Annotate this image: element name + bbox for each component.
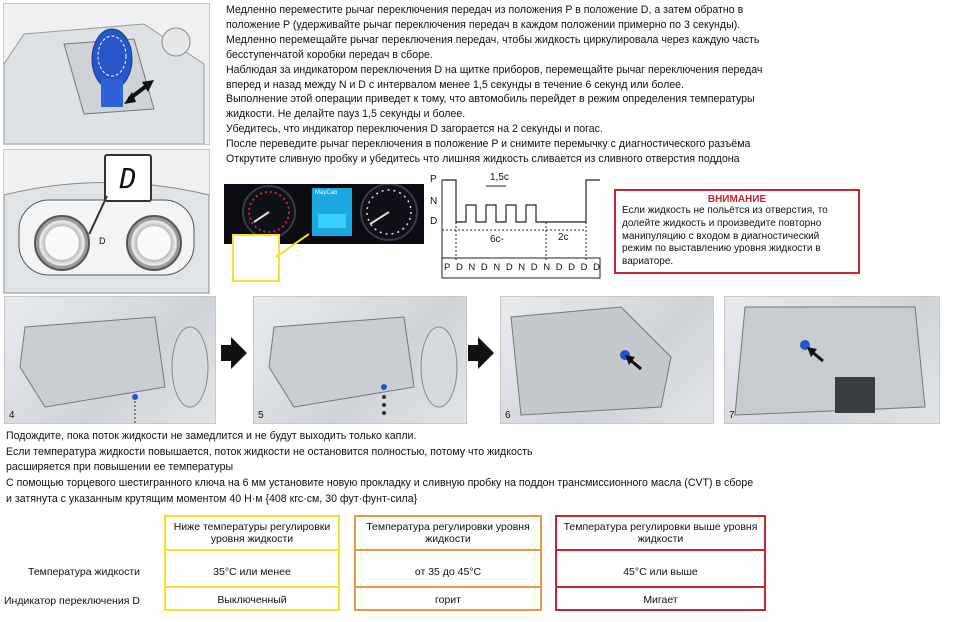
shift-sequence — [444, 262, 600, 273]
column-header: Ниже температуры регулировки уровня жидкости — [173, 521, 331, 545]
drain-instructions — [6, 429, 753, 508]
instruction-line: Если температура жидкости повышается, поток жидкости не остановится полностью, потому что жидкость — [6, 445, 533, 458]
sequence-step: D — [593, 262, 600, 273]
row-divider — [356, 586, 540, 588]
header-divider — [356, 549, 540, 551]
sequence-step: N — [468, 262, 476, 273]
figure-5-drawing — [254, 297, 466, 423]
temperature-value: 35°C или менее — [213, 566, 291, 578]
row-divider — [166, 586, 338, 588]
column-below-temp — [164, 515, 340, 611]
warning-line: Если жидкость не польётся из отверстия, то — [622, 205, 828, 216]
column-in-range-temp — [354, 515, 542, 611]
sequence-step: P — [444, 262, 451, 273]
row-divider — [557, 586, 764, 588]
axis-label-p: P — [430, 174, 437, 185]
intro-line: Убедитесь, что индикатор переключения D загорается на 2 секунды и погас. — [226, 123, 603, 136]
intro-line: После переведите рычаг переключения в положение P и снимите перемычку с диагностического разъёма — [226, 138, 751, 151]
header-divider — [166, 549, 338, 551]
intro-line: жидкости. Не делайте пауз 1,5 секунды и более. — [226, 108, 466, 121]
instruction-line: расширяется при повышении ее температуры — [6, 461, 234, 474]
sequence-step: D — [568, 262, 576, 273]
sequence-step: N — [518, 262, 526, 273]
figure-5-draining — [253, 296, 467, 424]
figure-number: 5 — [258, 410, 264, 421]
instruction-line: С помощью торцевого шестигранного ключа на 6 мм установите новую прокладку и сливную пробку на поддон трансмиссионного масла (CVT) в сборе — [6, 477, 754, 490]
figure-number: 6 — [505, 410, 511, 421]
shift-lever-illustration — [3, 3, 210, 145]
intro-line: Медленно переместите рычаг переключения передач из положения P в положение D, а затем обратно в — [226, 4, 744, 16]
gear-indicator-callout — [104, 154, 152, 202]
sequence-step: D — [580, 262, 588, 273]
indicator-state: Выключенный — [217, 594, 287, 606]
sequence-step: D — [555, 262, 563, 273]
indicator-state: Мигает — [643, 594, 678, 606]
header-divider — [557, 549, 764, 551]
intro-line: бесступенчатой коробки передач в сборе. — [226, 48, 433, 61]
right-gauge — [126, 215, 182, 271]
row-label-fluid-temp: Температура жидкости — [28, 566, 141, 578]
warning-line: режим по выставлению уровня жидкости в — [622, 243, 821, 255]
figure-number: 7 — [729, 410, 735, 421]
warning-line: манипуляцию с входом в диагностический — [622, 230, 820, 242]
interval-6s: 6с- — [490, 234, 504, 245]
axis-label-n: N — [430, 196, 438, 207]
sequence-step: N — [543, 262, 551, 273]
column-above-temp — [555, 515, 766, 611]
warning-line: вариаторе. — [622, 256, 674, 268]
figure-7-fill-plug — [724, 296, 940, 424]
small-d-label: D — [99, 236, 106, 246]
intro-instructions — [226, 3, 762, 167]
intro-line: вперед и назад между N и D с интервалом менее 1,5 секунды в течение 6 секунд или более. — [226, 78, 684, 91]
column-header: Температура регулировки уровня жидкости — [366, 521, 530, 545]
display-label: MayCab — [315, 190, 338, 196]
figure-4-oil-pan — [4, 296, 216, 424]
instrument-cluster-illustration — [3, 149, 210, 294]
sequence-step: D — [455, 262, 463, 273]
instruction-line: и затянута с указанным крутящим моментом 40 Н·м {408 кгс·см, 30 фут·фунт-сила} — [6, 492, 418, 505]
temperature-value: 45°C или выше — [623, 566, 698, 578]
warning-title: ВНИМАНИЕ — [707, 194, 767, 205]
intro-line: Наблюдая за индикатором переключения D на щитке приборов, перемещайте рычаг переключения передач — [226, 63, 763, 76]
gear-indicator-letter: D — [119, 161, 137, 195]
warning-box — [614, 189, 860, 274]
axis-label-d: D — [430, 216, 438, 227]
indicator-state: горит — [435, 594, 461, 606]
next-step-arrow — [231, 337, 247, 369]
sequence-step: D — [480, 262, 488, 273]
figure-6-drain-plug — [500, 296, 714, 424]
yellow-highlight-box — [232, 234, 280, 282]
left-gauge — [34, 215, 90, 271]
shift-timing-diagram — [428, 170, 610, 282]
sequence-step: D — [530, 262, 538, 273]
intro-line: Выполнение этой операции приведет к тому, что автомобиль перейдет в режим определения температуры — [226, 93, 755, 106]
warning-line: долейте жидкость и произведите повторно — [622, 217, 822, 229]
interval-2s: 2с — [558, 232, 569, 243]
row-label-d-indicator: Индикатор переключения D — [4, 595, 140, 607]
next-step-arrow — [478, 337, 494, 369]
intro-line: Открутите сливную пробку и убедитесь что лишняя жидкость сливается из сливного отверстия поддона — [226, 153, 740, 166]
temperature-value: от 35 до 45°C — [414, 566, 482, 578]
sequence-step: D — [505, 262, 513, 273]
interval-1-5s: 1,5с — [490, 172, 509, 183]
figure-7-drawing — [725, 297, 939, 423]
figure-number: 4 — [9, 410, 15, 421]
instruction-line: Подождите, пока поток жидкости не замедлится и не будут выходить только капли. — [6, 430, 417, 442]
intro-line: Медленно перемещайте рычаг переключения передач, чтобы жидкость циркулировала через каждую часть — [226, 33, 760, 46]
figure-6-drawing — [501, 297, 713, 423]
dashboard-photo — [224, 184, 424, 284]
sequence-step: N — [493, 262, 501, 273]
figure-4-drawing — [5, 297, 215, 423]
intro-line: положение P (удерживайте рычаг переключения передач в каждом положении примерно по 3 секунды). — [226, 18, 741, 31]
column-header: Температура регулировки выше уровня жидкости — [563, 521, 758, 545]
shift-lever-drawing — [4, 4, 209, 144]
